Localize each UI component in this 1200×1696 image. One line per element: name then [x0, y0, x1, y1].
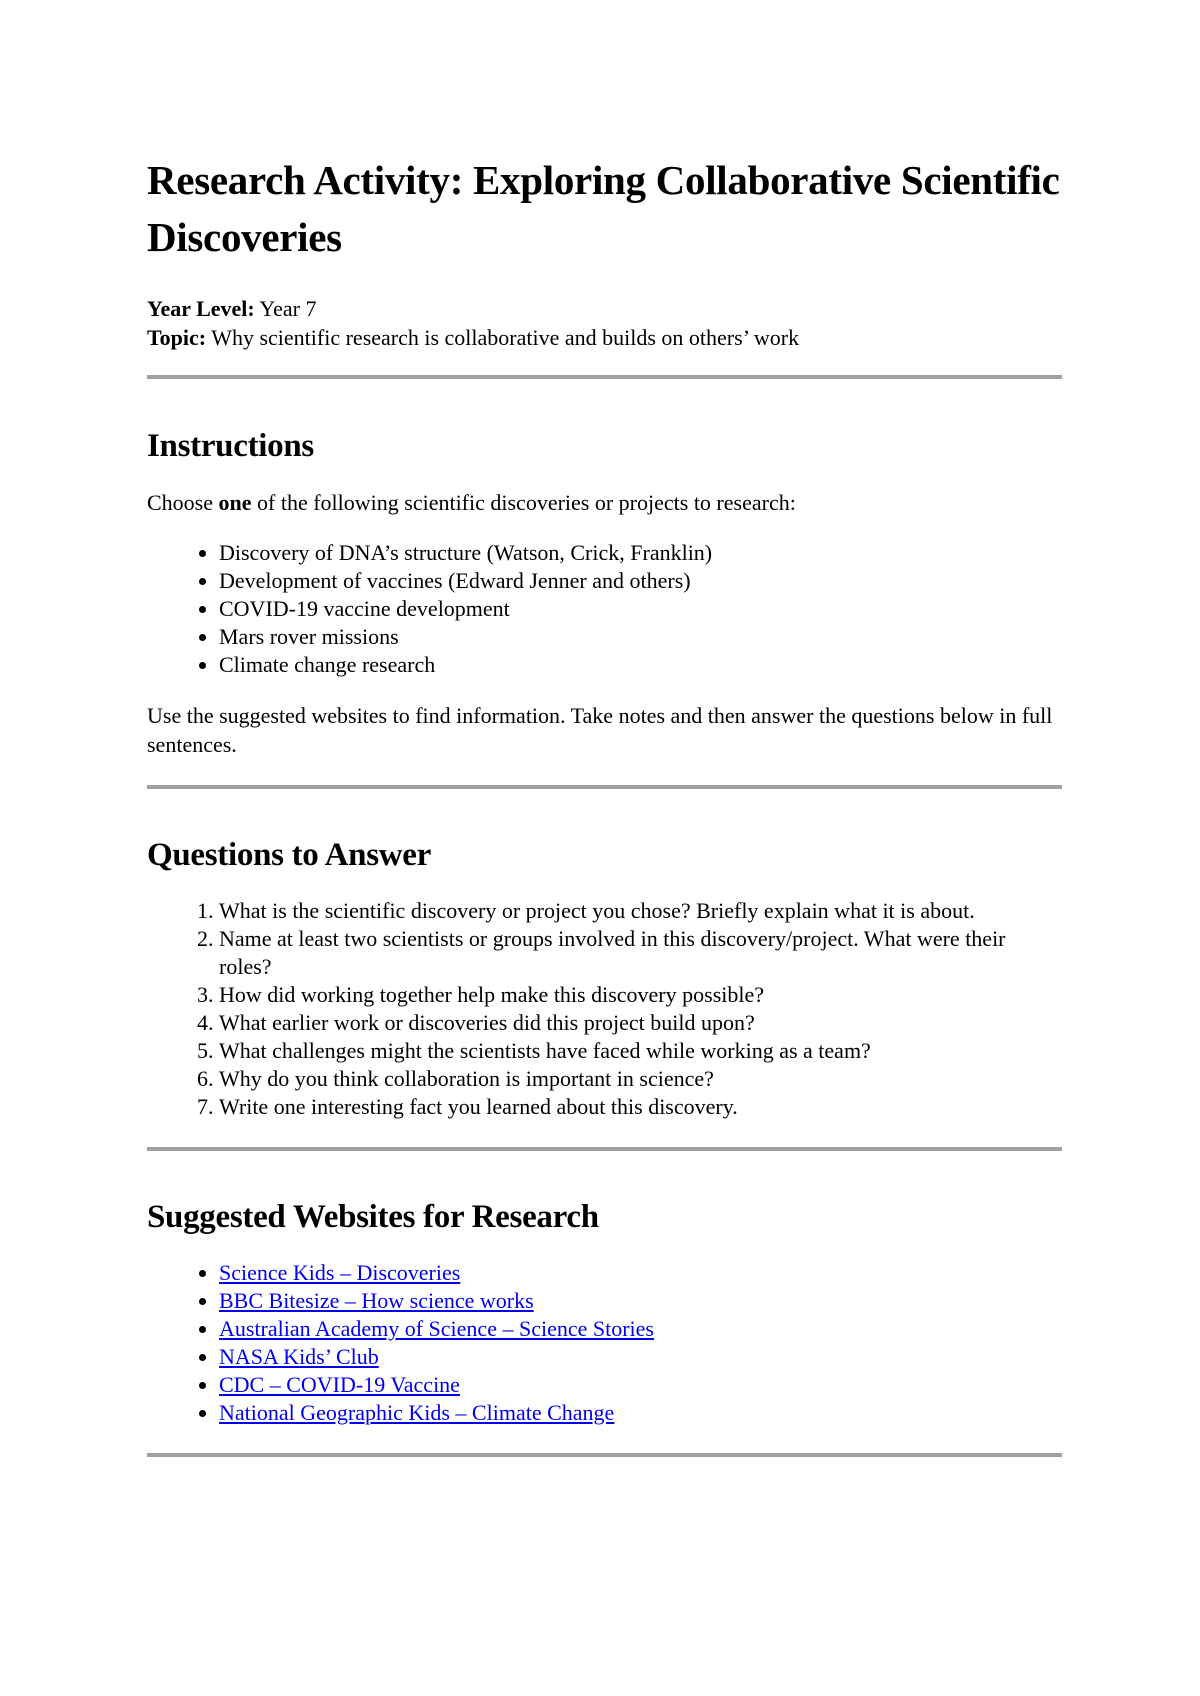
year-level-value: Year 7: [259, 296, 317, 321]
questions-heading: Questions to Answer: [147, 837, 431, 873]
question-item: 3. How did working together help make this discovery possible?: [219, 981, 1062, 1009]
websites-heading: Suggested Websites for Research: [147, 1199, 599, 1235]
list-item: [219, 1399, 1062, 1427]
website-link-cdc[interactable]: CDC – COVID-19 Vaccine: [219, 1372, 460, 1397]
list-item: [219, 1259, 1062, 1287]
list-item: • COVID-19 vaccine development: [219, 595, 1062, 623]
website-link-nasa-kids[interactable]: NASA Kids’ Club: [219, 1344, 379, 1369]
topic-value: Why scientific research is collaborative and builds on others’ work: [211, 325, 800, 350]
questions-list: [147, 897, 1062, 1121]
instructions-closing: Use the suggested websites to find information. Take notes and then answer the questions below in full sentences.: [147, 703, 1053, 757]
question-item: 2. Name at least two scientists or groups involved in this discovery/project. What were their roles?: [219, 925, 1062, 981]
divider: [147, 375, 1062, 379]
instructions-intro-bold: one: [218, 490, 252, 515]
list-item: [219, 1287, 1062, 1315]
list-item: [219, 1315, 1062, 1343]
list-item: • Discovery of DNA’s structure (Watson, Crick, Franklin): [219, 539, 1062, 567]
document-title: Research Activity: Exploring Collaborative Scientific Discoveries: [147, 157, 1060, 260]
list-item: [219, 1343, 1062, 1371]
topic-line: [147, 323, 1062, 352]
instructions-intro-before: Choose: [147, 490, 219, 515]
year-level-line: [147, 294, 1062, 323]
divider: [147, 785, 1062, 789]
question-item: 5. What challenges might the scientists have faced while working as a team?: [219, 1037, 1062, 1065]
discovery-options-list: [147, 539, 1062, 679]
instructions-intro: [147, 488, 1062, 517]
instructions-intro-after: of the following scientific discoveries or projects to research:: [251, 490, 796, 515]
divider: [147, 1453, 1062, 1457]
topic-label: Topic:: [147, 325, 207, 350]
document-page: [147, 152, 1062, 1457]
list-item: • Mars rover missions: [219, 623, 1062, 651]
website-link-science-kids[interactable]: Science Kids – Discoveries: [219, 1260, 461, 1285]
list-item: • Development of vaccines (Edward Jenner and others): [219, 567, 1062, 595]
website-link-natgeo-kids[interactable]: National Geographic Kids – Climate Change: [219, 1400, 615, 1425]
year-level-label: Year Level:: [147, 296, 255, 321]
question-item: 6. Why do you think collaboration is important in science?: [219, 1065, 1062, 1093]
question-item: 4. What earlier work or discoveries did this project build upon?: [219, 1009, 1062, 1037]
question-item: 7. Write one interesting fact you learned about this discovery.: [219, 1093, 1062, 1121]
list-item: [219, 1371, 1062, 1399]
website-link-australian-academy[interactable]: Australian Academy of Science – Science Stories: [219, 1316, 654, 1341]
question-item: 1. What is the scientific discovery or project you chose? Briefly explain what it is about.: [219, 897, 1062, 925]
divider: [147, 1147, 1062, 1151]
list-item: • Climate change research: [219, 651, 1062, 679]
websites-list: [147, 1259, 1062, 1427]
instructions-heading: Instructions: [147, 428, 314, 464]
website-link-bbc-bitesize[interactable]: BBC Bitesize – How science works: [219, 1288, 534, 1313]
